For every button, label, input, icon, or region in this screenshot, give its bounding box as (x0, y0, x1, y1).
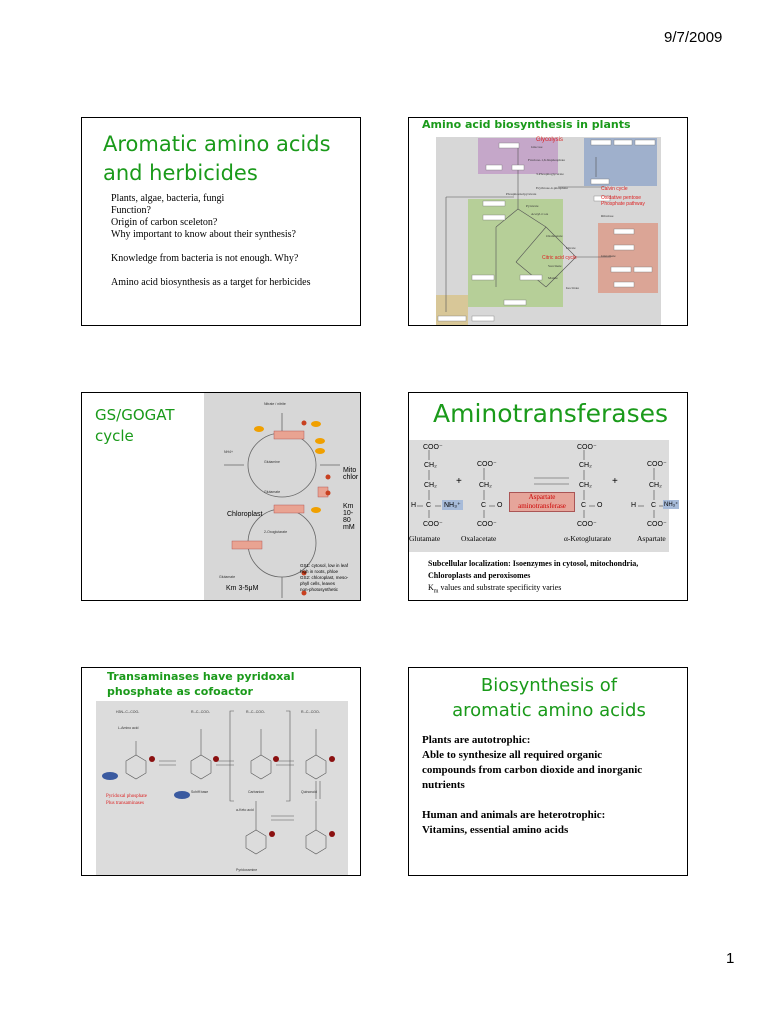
label-line: high in roots, phloe (300, 569, 339, 574)
svg-text:NH4+: NH4+ (224, 450, 234, 454)
c-label: C (651, 502, 657, 509)
svg-text:Pyruvate: Pyruvate (526, 204, 539, 208)
plus-sign: + (456, 476, 462, 487)
label-line: non-photosynthetic (300, 587, 339, 592)
footnote-line (428, 582, 638, 598)
body-line: Plants are autotrophic: (422, 734, 531, 746)
label-line: mM (343, 524, 355, 531)
slide-body (422, 733, 642, 838)
pentose-pathway-label (601, 195, 645, 207)
slide-biosynthesis-aromatic (408, 667, 688, 876)
enzyme-box (509, 492, 575, 512)
svg-text:Phosphoenolpyruvate: Phosphoenolpyruvate (506, 192, 537, 196)
body-line: Knowledge from bacteria is not enough. Why? (111, 253, 299, 264)
coo-label: COO⁻ (477, 461, 497, 468)
slide-title: Amino acid biosynthesis in plants (422, 118, 631, 131)
svg-text:Ribulose: Ribulose (601, 214, 614, 218)
body-spacer (422, 793, 642, 808)
svg-text:Glutamate: Glutamate (219, 575, 236, 579)
calvin-cycle-label: Calvin cycle (601, 186, 628, 192)
ketoglutarate-label: α-Ketoglutarate (564, 534, 612, 543)
chloroplast-label: Chloroplast (227, 511, 263, 518)
coo-label: COO⁻ (477, 521, 497, 528)
coo-label: COO⁻ (647, 461, 667, 468)
svg-text:R--C--COO-: R--C--COO- (191, 710, 210, 714)
label-line: GS2: chloroplast, meso- (300, 575, 349, 580)
svg-text:3-Phosphoglycerate: 3-Phosphoglycerate (536, 172, 564, 176)
label-line: Phosphate pathway (601, 201, 645, 207)
label-line: Mito (343, 467, 357, 474)
km-subscript: m (433, 588, 439, 595)
title-line: and herbicides (103, 161, 258, 185)
km-high-label (343, 503, 360, 531)
coo-label: COO⁻ (423, 521, 443, 528)
label-line: GS1: cytosol, low in leaf (300, 563, 349, 568)
svg-text:Acetyl-CoA: Acetyl-CoA (531, 212, 549, 216)
svg-text:Erythrose-4-phosphate: Erythrose-4-phosphate (536, 186, 568, 190)
ch2-label: CH₂ (424, 482, 437, 489)
title-line: cycle (95, 427, 134, 445)
svg-text:R--C--COO-: R--C--COO- (246, 710, 265, 714)
svg-text:Succinate: Succinate (548, 264, 562, 268)
body-line: Vitamins, essential amino acids (422, 824, 569, 836)
plus-sign: + (612, 476, 618, 487)
slide-title (103, 130, 331, 188)
gs-isoform-notes (300, 563, 348, 593)
pathway-diagram (436, 137, 661, 325)
svg-text:R--C--COO-: R--C--COO- (301, 710, 320, 714)
svg-text:2-Oxoglutarate: 2-Oxoglutarate (264, 530, 288, 534)
ch2-label: CH₂ (579, 462, 592, 469)
svg-text:Schiff base: Schiff base (191, 790, 209, 794)
h-label: H (411, 502, 417, 509)
body-spacer (111, 241, 311, 253)
gs-gogat-diagram (204, 393, 360, 601)
title-line: aromatic amino acids (452, 700, 646, 721)
coo-label: COO⁻ (647, 521, 667, 528)
c-label: C (481, 502, 487, 509)
body-spacer (111, 265, 311, 277)
o-label: O (597, 502, 603, 509)
svg-text:Glutamate: Glutamate (601, 254, 616, 258)
mechanism-structures (96, 701, 348, 876)
body-line: Function? (111, 205, 151, 216)
title-line: Aromatic amino acids (103, 132, 331, 156)
svg-text:L-Amino acid: L-Amino acid (118, 726, 139, 730)
svg-text:Carbanion: Carbanion (248, 790, 265, 794)
mitochondria-label (343, 467, 358, 481)
plp-transaminase-note (106, 793, 147, 807)
slide-title: Aminotransferases (433, 399, 669, 428)
reaction-diagram (409, 440, 679, 552)
enzyme-line: Aspartate (528, 493, 556, 501)
ch2-label: CH₂ (649, 482, 662, 489)
body-line: Plants, algae, bacteria, fungi (111, 193, 225, 204)
body-line: Origin of carbon sceleton? (111, 217, 218, 228)
aspartate-label: Aspartate (637, 534, 666, 543)
svg-text:Quinonoid: Quinonoid (301, 790, 317, 794)
body-line: nutrients (422, 779, 465, 791)
svg-text:Citrate: Citrate (566, 246, 576, 250)
date-header: 9/7/2009 (664, 29, 723, 46)
h-label: H (631, 502, 637, 509)
page-number: 1 (726, 950, 735, 967)
svg-text:H3N--C--COO-: H3N--C--COO- (116, 710, 140, 714)
label-line: 10-80 (343, 510, 354, 524)
pyridoxal-mechanism-diagram (96, 701, 348, 876)
slide-aminotransferases (408, 392, 688, 601)
svg-text:Pyridoxamine: Pyridoxamine (236, 868, 258, 872)
svg-text:a-Keto acid: a-Keto acid (236, 808, 254, 812)
oxaloacetate-label: Oxalacetate (461, 534, 497, 543)
slide-body (111, 193, 311, 289)
ch2-label: CH₂ (424, 462, 437, 469)
label-line: chlor (343, 474, 359, 481)
glutamate-label: Glutamate (409, 534, 441, 543)
o-label: O (497, 502, 503, 509)
svg-text:Oxalacetate: Oxalacetate (546, 234, 563, 238)
svg-text:Malate: Malate (548, 276, 558, 280)
slide-title (95, 405, 175, 447)
slide-aromatic-amino-acids (81, 117, 361, 326)
ch2-label: CH₂ (579, 482, 592, 489)
c-label: C (581, 502, 587, 509)
label-line: Km (343, 503, 354, 510)
body-line: Able to synthesize all required organic (422, 749, 603, 761)
label-line: Pyridoxal phosphate (106, 794, 147, 799)
slide-footnote (428, 558, 638, 598)
svg-text:Glutamate: Glutamate (264, 490, 281, 494)
body-line: Why important to know about their synthesis? (111, 229, 296, 240)
slide-amino-acid-biosynthesis-plants (408, 117, 688, 326)
ch2-label: CH₂ (479, 482, 492, 489)
footnote-line: Subcellular localization: Isoenzymes in cytosol, mitochondria, (428, 559, 639, 568)
svg-text:Isocitrate: Isocitrate (566, 286, 580, 290)
km-symbol: K (428, 583, 434, 592)
slide-title (409, 673, 688, 723)
slide-title (107, 669, 295, 699)
svg-text:Glutamine: Glutamine (264, 460, 280, 464)
svg-text:Glucose: Glucose (531, 145, 543, 149)
coo-label: COO⁻ (423, 444, 443, 451)
title-line: Biosynthesis of (480, 675, 618, 696)
title-line: Transaminases have pyridoxal (107, 670, 295, 683)
nh3-badge: NH₃⁺ (664, 502, 679, 508)
slide-gs-gogat-cycle (81, 392, 361, 601)
km-low-label: Km 3-5μM (226, 585, 259, 592)
slide-transaminases-pyridoxal (81, 667, 361, 876)
body-line: Human and animals are heterotrophic: (422, 809, 606, 821)
svg-text:Nitrate / nitrite: Nitrate / nitrite (264, 402, 286, 406)
nh3-badge: NH₃⁺ (444, 502, 461, 509)
body-line: compounds from carbon dioxide and inorganic (422, 764, 643, 776)
pathway-arrows (436, 137, 661, 325)
enzyme-line: aminotransferase (518, 502, 566, 510)
body-line: Amino acid biosynthesis as a target for herbicides (111, 277, 311, 288)
title-line: phosphate as cofoactor (107, 685, 253, 698)
footnote-line: Chloroplasts and peroxisomes (428, 571, 531, 580)
label-line: Oxidative pentose (601, 195, 642, 201)
title-line: GS/GOGAT (95, 406, 175, 424)
coo-label: COO⁻ (577, 521, 597, 528)
label-line: Plus transaminases (106, 801, 144, 806)
glycolysis-label: Glycolysis (536, 137, 564, 143)
label-line: phyll cells, leaves (300, 581, 336, 586)
coo-label: COO⁻ (577, 444, 597, 451)
c-label: C (426, 502, 432, 509)
footnote-text: values and substrate specificity varies (438, 583, 562, 592)
svg-text:Fructose-1,6-bisphosphate: Fructose-1,6-bisphosphate (528, 158, 566, 162)
citric-acid-cycle-label: Citric acid cycle (542, 255, 577, 261)
